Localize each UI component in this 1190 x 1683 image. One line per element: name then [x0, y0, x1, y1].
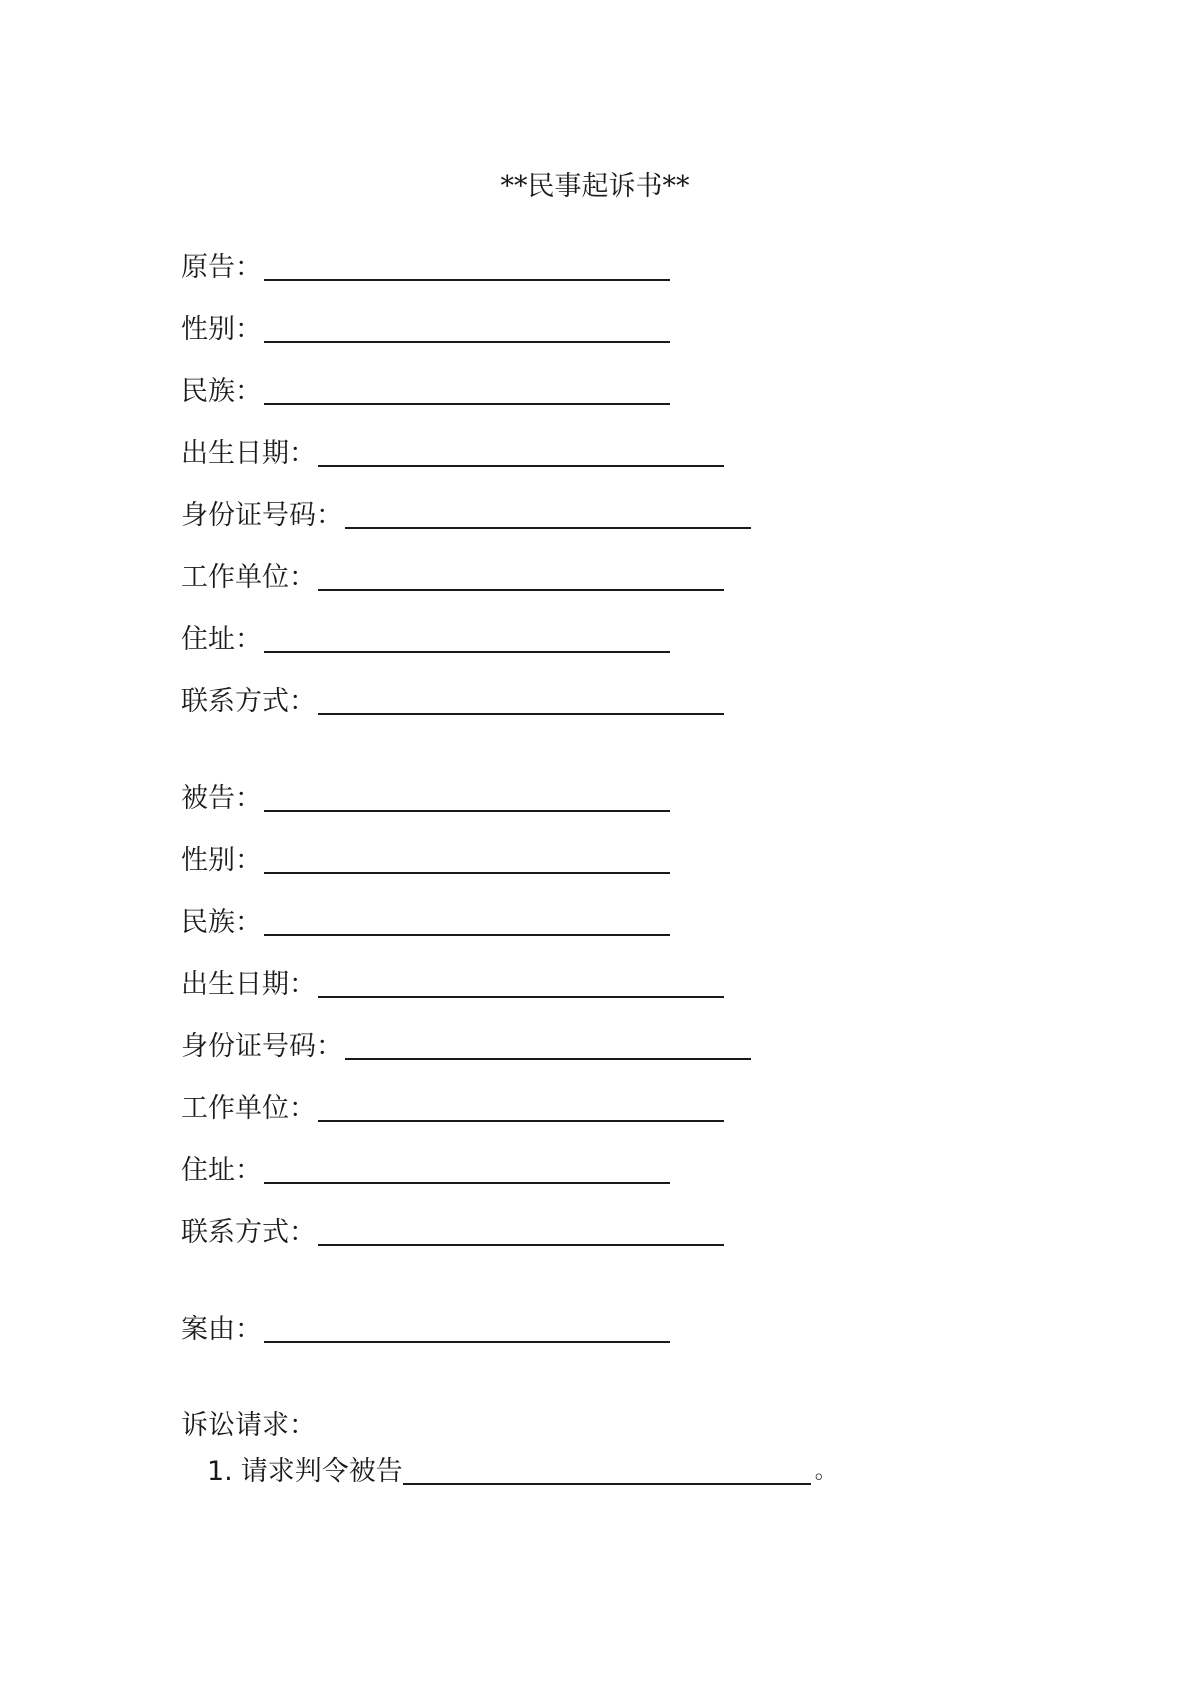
- defendant-address-blank[interactable]: [264, 1158, 670, 1184]
- document-title: **民事起诉书**: [500, 171, 690, 202]
- defendant-id-number-label: 身份证号码：: [181, 1031, 343, 1062]
- defendant-name-field: [181, 782, 670, 816]
- defendant-contact-blank[interactable]: [318, 1220, 724, 1246]
- plaintiff-contact-label: 联系方式：: [181, 686, 316, 717]
- case-cause-field: [181, 1313, 670, 1347]
- case-cause-blank[interactable]: [264, 1317, 670, 1343]
- defendant-ethnicity-blank[interactable]: [264, 910, 670, 936]
- plaintiff-employer-blank[interactable]: [318, 565, 724, 591]
- defendant-contact-field: [181, 1216, 724, 1250]
- defendant-employer-label: 工作单位：: [181, 1093, 316, 1124]
- plaintiff-address-blank[interactable]: [264, 627, 670, 653]
- claims-heading: 诉讼请求：: [181, 1410, 316, 1441]
- defendant-name-label: 被告：: [181, 783, 262, 814]
- claim-item-1-period: 。: [814, 1459, 837, 1484]
- defendant-employer-field: [181, 1092, 724, 1126]
- plaintiff-ethnicity-label: 民族：: [181, 376, 262, 407]
- plaintiff-gender-label: 性别：: [181, 314, 262, 345]
- plaintiff-ethnicity-blank[interactable]: [264, 379, 670, 405]
- defendant-birthdate-blank[interactable]: [318, 972, 724, 998]
- plaintiff-name-label: 原告：: [181, 252, 262, 283]
- defendant-gender-blank[interactable]: [264, 848, 670, 874]
- plaintiff-name-blank[interactable]: [264, 255, 670, 281]
- defendant-id-number-blank[interactable]: [345, 1034, 751, 1060]
- defendant-employer-blank[interactable]: [318, 1096, 724, 1122]
- defendant-address-field: [181, 1154, 670, 1188]
- defendant-gender-label: 性别：: [181, 845, 262, 876]
- plaintiff-address-field: [181, 623, 670, 657]
- plaintiff-contact-blank[interactable]: [318, 689, 724, 715]
- defendant-contact-label: 联系方式：: [181, 1217, 316, 1248]
- defendant-birthdate-field: [181, 968, 724, 1002]
- plaintiff-address-label: 住址：: [181, 624, 262, 655]
- claim-item-1-text: 请求判令被告: [240, 1456, 403, 1487]
- plaintiff-birthdate-field: [181, 437, 724, 471]
- case-cause-label: 案由：: [181, 1314, 262, 1345]
- defendant-address-label: 住址：: [181, 1155, 262, 1186]
- plaintiff-gender-field: [181, 313, 670, 347]
- plaintiff-ethnicity-field: [181, 375, 670, 409]
- plaintiff-contact-field: [181, 685, 724, 719]
- defendant-gender-field: [181, 844, 670, 878]
- defendant-birthdate-label: 出生日期：: [181, 969, 316, 1000]
- defendant-ethnicity-label: 民族：: [181, 907, 262, 938]
- defendant-ethnicity-field: [181, 906, 670, 940]
- claim-item-1: [207, 1455, 837, 1489]
- plaintiff-birthdate-label: 出生日期：: [181, 438, 316, 469]
- claim-item-1-number: 1.: [207, 1456, 233, 1487]
- plaintiff-employer-field: [181, 561, 724, 595]
- plaintiff-birthdate-blank[interactable]: [318, 441, 724, 467]
- plaintiff-id-number-label: 身份证号码：: [181, 500, 343, 531]
- plaintiff-id-number-blank[interactable]: [345, 503, 751, 529]
- plaintiff-gender-blank[interactable]: [264, 317, 670, 343]
- plaintiff-name-field: [181, 251, 670, 285]
- claim-item-1-blank[interactable]: [403, 1459, 811, 1485]
- plaintiff-employer-label: 工作单位：: [181, 562, 316, 593]
- plaintiff-id-number-field: [181, 499, 751, 533]
- defendant-name-blank[interactable]: [264, 786, 670, 812]
- defendant-id-number-field: [181, 1030, 751, 1064]
